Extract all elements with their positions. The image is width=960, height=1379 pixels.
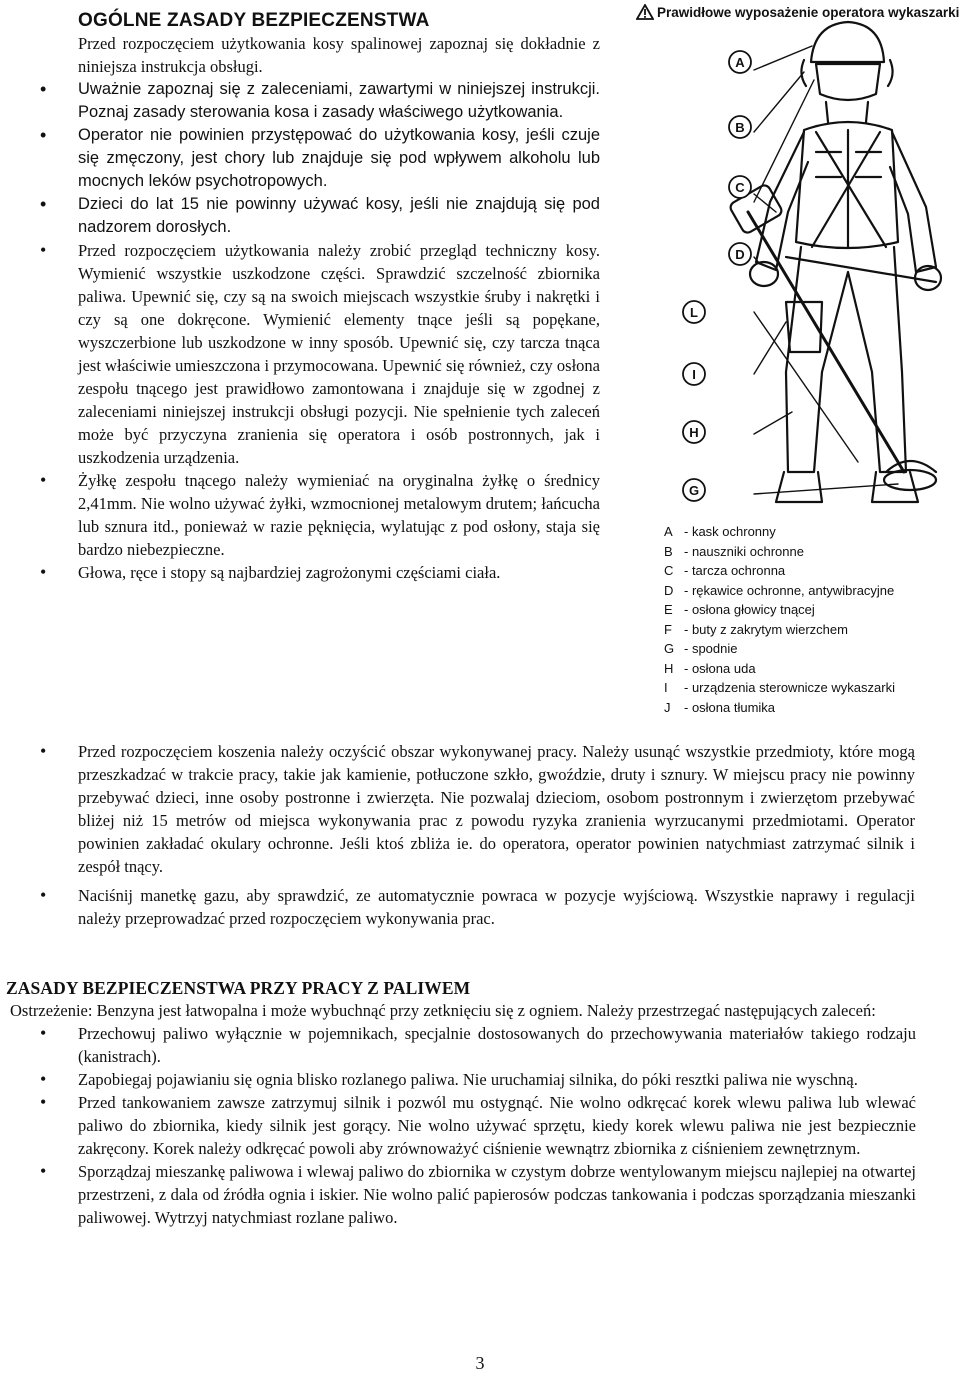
fuel-safety-section [6,978,916,1229]
marker-h [683,421,705,443]
helmet [811,22,884,62]
svg-text:C: C [735,180,745,195]
marker-b [729,116,751,138]
marker-i [683,363,705,385]
list-item: • Zapobiegaj pojawianiu się ognia blisko rozlanego paliwa. Nie uruchamiaj silnika, do póki resztki paliwa nie wyschną. [40,1068,916,1091]
marker-a [729,51,751,73]
legend-item: I - urządzenia sterownicze wykaszarki [664,680,895,695]
marker-c [729,176,751,198]
legend-item: E - osłona głowicy tnącej [664,602,815,617]
list-item: • Operator nie powinien przystępować do użytkowania kosy, jeśli czuje się zmęczony, jest chory lub znajduje się pod wpływem alkoholu lub mocnych leków psychotropowych. [40,124,600,193]
svg-text:D: D [735,247,745,262]
list-item: • Przed rozpoczęciem koszenia należy oczyścić obszar wykonywanej pracy. Należy usunąć wszystkie przedmioty, które mogą przeszkadzać w trakcie pracy, takie jak kamienie, potłuczone szkło, gwoździe, druty i sznury. W miejscu pracy nie powinny przebywać dzieci, inne osoby postronne i zwierzęta. Nie pozwalaj dzieciom, osobom postronnym i zwierzętom przebywać bliżej niż 15 metrów od miejsca wykonywania prac z powodu ryzyka zranienia wyrzucanymi przedmiotami. Operator powinien zakładać okulary ochronne. Jeśli ktoś zbliża ie. do operatora, operator powinien natychmiast zatrzymać silnik i zespół tnący. [40,740,915,878]
list-item: • Głowa, ręce i stopy są najbardziej zagrożonymi częściami ciała. [40,561,600,584]
marker-l [683,301,705,323]
legend-item: G - spodnie [664,641,738,656]
fuel-safety-list [40,1022,916,1229]
trimmer-shaft [748,212,904,472]
general-safety-section [40,10,600,584]
face-shield [816,64,880,100]
list-item: • Uważnie zapoznaj się z zaleceniami, zawartymi w niniejszej instrukcji. Poznaj zasady sterowania kosa i zasady właściwego użytkowania. [40,78,600,124]
svg-text:A: A [735,55,745,70]
figure-legend [664,522,895,717]
list-item: • Sporządzaj mieszankę paliwowa i wlewaj paliwo do zbiornika w czystym dobrze wentylowanym miejscu najlepiej na otwartej przestrzeni, z dala od źródła ognia i iskier. Nie wolno palić papierosów podczas tankowania i podczas sporządzania mieszanki paliwowej. Wytrzyj natychmiast rozlane paliwo. [40,1160,916,1229]
general-safety-list-wide [40,740,915,930]
operator-equipment-figure [636,2,960,722]
legend-item: J - osłona tłumika [664,699,776,715]
svg-text:H: H [689,425,699,440]
list-item: • Dzieci do lat 15 nie powinny używać kosy, jeśli nie znajdują się pod nadzorem dorosłych. [40,193,600,239]
legend-item: C - tarcza ochronna [664,563,786,578]
fuel-warning: Ostrzeżenie: Benzyna jest łatwopalna i może wybuchnąć przy zetknięciu się z ogniem. Należy przestrzegać następujących zaleceń: [10,1001,876,1020]
page-number: 3 [475,1353,485,1373]
list-item: • Przechowuj paliwo wyłącznie w pojemnikach, specjalnie dostosowanych do przechowywania materiałów takiego rodzaju (kanistrach). [40,1022,916,1068]
legend-item: A - kask ochronny [664,524,776,539]
svg-text:B: B [735,120,745,135]
figure-title-text: Prawidłowe wyposażenie operatora wykaszarki [657,5,960,20]
legend-item: B - nauszniki ochronne [664,543,804,559]
legs [786,247,906,472]
legend-item: H - osłona uda [664,660,756,676]
general-safety-heading: OGÓLNE ZASADY BEZPIECZENSTWA [78,10,430,31]
svg-text:I: I [692,367,696,382]
legend-item: F - buty z zakrytym wierzchem [664,621,848,637]
list-item: • Naciśnij manetkę gazu, aby sprawdzić, ze automatycznie powraca w pozycje wyjściową. Wszystkie naprawy i regulacji należy przeprowadzać przed rozpoczęciem wykonywania prac. [40,884,915,930]
list-item: • Przed rozpoczęciem użytkowania należy zrobić przegląd techniczny kosy. Wymienić wszystkie uszkodzone części. Sprawdzić szczelność zbiornika paliwa. Upewnić się, czy są na swoich miejscach wszystkie śruby i nakrętki i czy są one dokręcone. Wymienić elementy tnące jeśli są popękane, wyszczerbione lub uszkodzone w inny sposób. Upewnić się, czy tarcza tnąca jest właściwie umieszczona i przymocowana. Upewnić się również, czy osłona zespołu tnącego jest prawidłowo zamontowana i znajduje się w zgodnej z zaleceniami niniejszej instrukcji obsługi pozycji. Nie spełnienie tych zaleceń może być przyczyna zranienia się operatora i osób postronnych, jak i uszkodzenia urządzenia. [40,239,600,469]
svg-text:L: L [690,305,698,320]
list-item: • Żyłkę zespołu tnącego należy wymieniać na oryginalna żyłkę o średnicy 2,41mm. Nie wolno używać żyłki, wzmocnionej metalowym drutem; łańcucha lub sznura itd., ponieważ w razie pęknięcia, wylatując z pod osłony, staja się bardzo niebezpieczne. [40,469,600,561]
marker-g [683,479,705,501]
svg-text:G: G [688,483,700,498]
operator-drawing [636,2,956,522]
general-safety-continued [40,740,915,930]
fuel-safety-heading: ZASADY BEZPIECZENSTWA PRZY PRACY Z PALIWEM [6,978,471,998]
general-safety-list [40,78,600,584]
marker-d [729,243,751,265]
general-safety-intro: Przed rozpoczęciem użytkowania kosy spalinowej zapoznaj się dokładnie z niniejsza instrukcja obsługi. [78,34,600,76]
list-item: • Przed tankowaniem zawsze zatrzymuj silnik i pozwól mu ostygnąć. Nie wolno odkręcać korek wlewu paliwa lub wlewać paliwo do zbiornika, kiedy silnik jest gorący. Nie wolno używać sprzętu, kiedy korek wlewu paliwa nie jest bezpiecznie zakręcony. Korek należy odkręcać powoli aby zrównoważyć ciśnienie wewnątrz zbiornika z ciśnieniem zewnętrznym. [40,1091,916,1160]
legend-item: D - rękawice ochronne, antywibracyjne [664,582,895,598]
